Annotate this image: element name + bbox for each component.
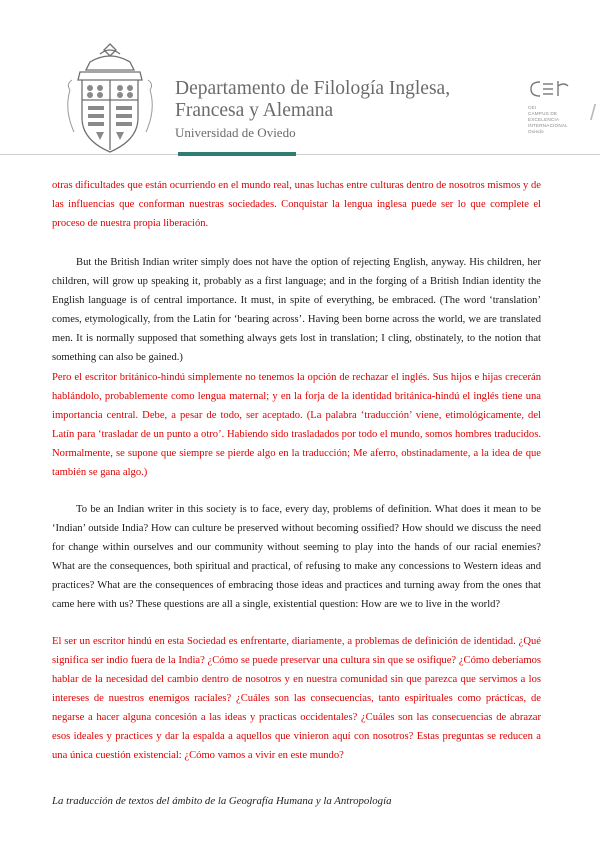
cei-logo-line: INTERNACIONAL	[528, 123, 568, 128]
cei-logo-line: CAMPUS DE EXCELENCIA	[528, 111, 560, 122]
header-divider-left	[0, 154, 180, 155]
paragraph-spanish-3: El ser un escritor hindú en esta Sociedad es enfrentarte, diariamente, a problemas de definición de identidad. ¿Qué significa ser indio fuera de la India? ¿Cómo se puede preservar una cultura sin que se osifique? ¿Cómo deberíamos hablar de la necesidad del cambio dentro de nosotros y en nuestra comunidad sin que parezca que servimos a los intereses de nuestros enemigos raciales? ¿Cuáles son las consecuencias, tanto espirituales como prácticas, de negarse a hacer alguna concesión a las ideas y practicas occidentales? ¿Cuáles son las consecuencias de abrazar esos ideales y practices y dar la espalda a aquellos que vinieron aquí con nosotros? Estas preguntas se reducen a una única cuestión existencial: ¿Cómo vamos a vivir en este mundo?	[52, 636, 541, 761]
cei-logo	[528, 78, 588, 135]
department-heading	[175, 78, 450, 144]
cei-logo-line: Oviedo	[528, 129, 544, 134]
cropped-edge-mark: /	[590, 100, 597, 122]
paragraph-english-1: But the British Indian writer simply does not have the option of rejecting English, anyway. His children, her children, will grow up speaking it, probably as a first language; and in the forging of a British Indian identity the English language is of central importance. It must, in spite of everything, be embraced. (The word ‘translation’ comes, etymologically, from the Latin for ‘bearing across’. Having been borne across the world, we are translated men. It is normally supposed that something always gets lost in translation; I cling, obstinately, to the notion that something can also be gained.)	[52, 257, 541, 363]
university-crest-icon	[60, 40, 160, 158]
department-name-line1: Departamento de Filología Inglesa,	[175, 78, 451, 99]
header-divider-right	[296, 154, 600, 155]
paragraph-english-2: To be an Indian writer in this society is to face, every day, problems of definition. What does it mean to be ‘Indian’ outside India? How can culture be preserved without becoming ossified? How should we discuss the need for change within ourselves and our community without seeming to play into the hands of our racial enemies? What are the consequences, both spiritual and practical, of refusing to make any concessions to Western ideas and practices? What are the consequences of embracing those ideas and practices and turning away from the ones that came here with us? These questions are all a single, existential question: How are we to live in the world?	[52, 504, 541, 610]
header-accent-bar	[178, 152, 296, 156]
university-name: Universidad de Oviedo	[175, 125, 296, 140]
department-name-line2: Francesa y Alemana	[175, 100, 334, 121]
paragraph-spanish-2: Pero el escritor británico-hindú simplemente no tenemos la opción de rechazar el inglés. Sus hijos e hijas crecerán hablándolo, probablemente como lengua maternal; y en la forja de la identidad británica-hindú el inglés tiene una importancia central. Debe, a pesar de todo, ser aceptado. (La palabra ‘traducción’ viene, etimológicamente, del Latín para ‘trasladar de un punto a otro’. Habiendo sido trasladados por todo el mundo, somos hombres traducidos. Normalmente, se supone que siempre se pierde algo en la traducción; Me aferro, obstinadamente, a la idea de que también se gana algo.)	[52, 372, 541, 478]
paragraph-spanish-1: otras dificultades que están ocurriendo en el mundo real, unas luchas entre culturas dentro de nosotros mismos y de las influencias que conforman nuestras sociedades. Conquistar la lengua inglesa puede ser lo que complete el proceso de nuestra propia liberación.	[52, 180, 541, 229]
cei-logo-label: CEI	[528, 105, 537, 110]
footer-caption: La traducción de textos del ámbito de la Geografía Humana y la Antropología	[52, 795, 392, 807]
cei-logo-icon	[528, 78, 570, 98]
